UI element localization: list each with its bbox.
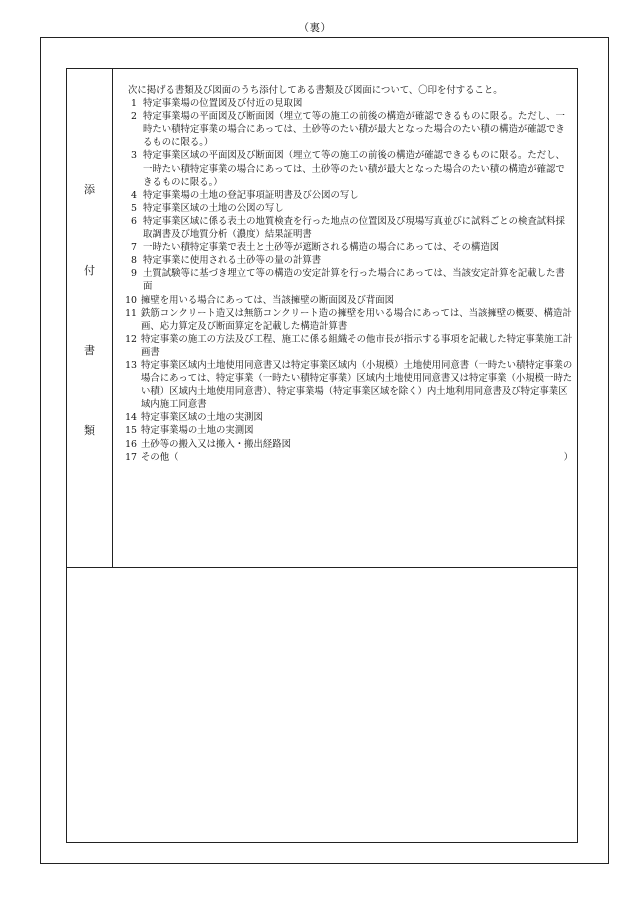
list-item-other	[119, 451, 573, 464]
item-number: 11	[125, 307, 137, 319]
label-char-3: 書	[84, 344, 95, 357]
item-number: 12	[125, 333, 137, 345]
item-number: 3	[131, 150, 137, 162]
item-number: 15	[125, 425, 137, 437]
item-text: 特定事業区域に係る表土の地質検査を行った地点の位置図及び現場写真並びに試料ごとの検査試料採取調書及び地質分析（濃度）結果証明書	[143, 215, 565, 241]
list-item	[119, 215, 573, 241]
attachments-label-column	[67, 69, 113, 567]
item-text: 特定事業場の位置図及び付近の見取図	[143, 98, 303, 110]
item-number: 8	[131, 255, 137, 267]
item-number: 13	[125, 359, 137, 371]
item-text: 特定事業の施工の方法及び工程、施工に係る組織その他市長が指示する事項を記載した特定事業施工計画書	[141, 333, 573, 358]
list-item	[119, 307, 573, 333]
item-text: 特定事業に使用される土砂等の量の計算書	[143, 255, 322, 267]
item-text: 一時たい積特定事業で表土と土砂等が遮断される構造の場合にあっては、その構造図	[143, 242, 500, 254]
item-text: 特定事業場の土地の実測図	[141, 425, 254, 437]
intro-text: 次に掲げる書類及び図面のうち添付してある書類及び図面について、〇印を付すること。	[128, 85, 503, 96]
list-item	[119, 254, 573, 267]
item-text: 特定事業場の土地の登記事項証明書及び公図の写し	[143, 189, 359, 201]
item-number: 10	[125, 294, 137, 306]
blank-notes-area	[67, 568, 577, 842]
list-item	[119, 189, 573, 202]
item-text: 特定事業区域の土地の実測図	[141, 412, 263, 424]
list-item	[119, 294, 573, 307]
item-text: 特定事業区域の土地の公図の写し	[143, 202, 284, 214]
other-label: その他（	[141, 451, 179, 463]
item-number: 9	[131, 268, 137, 280]
label-char-1: 添	[84, 183, 95, 196]
attachments-list	[113, 69, 577, 567]
list-item	[119, 333, 573, 359]
item-number: 2	[131, 111, 137, 123]
item-text: 土質試験等に基づき埋立て等の構造の安定計算を行った場合にあっては、当該安定計算を記載した書面	[143, 268, 565, 293]
label-char-4: 類	[84, 424, 95, 437]
list-item	[119, 267, 573, 293]
other-fill-in-line[interactable]	[141, 451, 573, 464]
item-number: 1	[131, 98, 137, 110]
item-number: 7	[131, 242, 137, 254]
item-number: 4	[131, 189, 137, 201]
item-text: 特定事業場の平面図及び断面図（埋立て等の施工の前後の構造が確認できるものに限る。ただし、一時たい積特定事業の場合にあっては、土砂等のたい積が最大となった場合のたい積の構造が確認できるものに限る。）	[143, 111, 565, 149]
item-text: 特定事業区域内土地使用同意書又は特定事業区域内（小規模）土地使用同意書（一時たい積特定事業の場合にあっては、特定事業（一時たい積特定事業）区域内土地使用同意書又は特定事業（小規模一時たい積）区域内土地使用同意書）、特定事業場（特定事業区域を除く）内土地利用同意書及び特定事業区域内施工同意書	[141, 359, 573, 411]
list-item	[119, 97, 573, 110]
list-item	[119, 438, 573, 451]
item-number: 17	[125, 451, 137, 463]
list-item	[119, 241, 573, 254]
page-header-reverse: （裏）	[298, 22, 332, 34]
list-item	[119, 424, 573, 437]
list-item	[119, 202, 573, 215]
list-item	[119, 149, 573, 188]
list-item	[119, 359, 573, 411]
item-text: 特定事業区域の平面図及び断面図（埋立て等の施工の前後の構造が確認できるものに限る。ただし、一時たい積特定事業の場合にあっては、土砂等のたい積が最大となった場合のたい積の構造が確認できるものに限る。）	[143, 150, 565, 188]
item-number: 14	[125, 412, 137, 424]
item-number: 16	[125, 438, 137, 450]
attachments-row	[67, 69, 577, 568]
item-number: 6	[131, 215, 137, 227]
list-item	[119, 110, 573, 149]
item-text: 鉄筋コンクリート造又は無筋コンクリート造の擁壁を用いる場合にあっては、当該擁壁の概要、構造計画、応力算定及び断面算定を記載した構造計算書	[141, 307, 572, 332]
label-char-2: 付	[84, 264, 95, 277]
item-text: 擁壁を用いる場合にあっては、当該擁壁の断面図及び背面図	[141, 294, 395, 306]
item-number: 5	[131, 202, 137, 214]
list-item	[119, 411, 573, 424]
other-close-paren: ）	[563, 451, 573, 463]
attachments-table	[66, 68, 578, 843]
item-text: 土砂等の搬入又は搬入・搬出経路図	[141, 438, 292, 450]
